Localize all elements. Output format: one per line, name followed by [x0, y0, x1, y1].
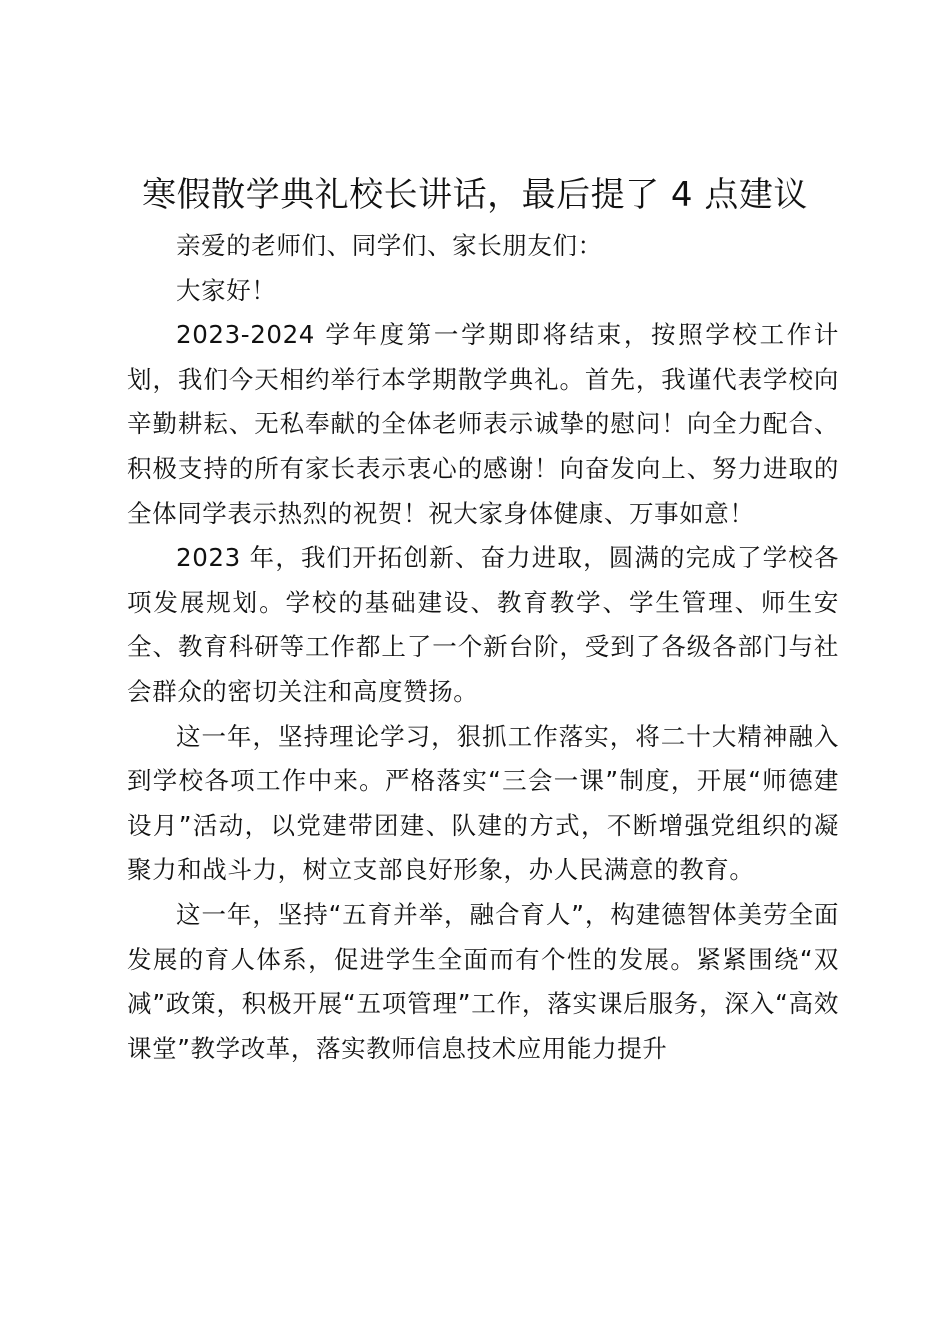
paragraph-review-2023: 2023 年，我们开拓创新、奋力进取，圆满的完成了学校各项发展规划。学校的基础建设、教育教学、学生管理、师生安全、教育科研等工作都上了一个新台阶，受到了各级各部门与社会群众的密切关注和高度赞扬。 — [127, 543, 839, 706]
paragraph-party-building: 这一年，坚持理论学习，狠抓工作落实，将二十大精神融入到学校各项工作中来。严格落实“三会一课”制度，开展“师德建设月”活动，以党建带团建、队建的方式，不断增强党组织的凝聚力和战斗力，树立支部良好形象，办人民满意的教育。 — [127, 721, 839, 885]
paragraph-education: 这一年，坚持“五育并举，融合育人”，构建德智体美劳全面发展的育人体系，促进学生全面而有个性的发展。紧紧围绕“双减”政策，积极开展“五项管理”工作，落实课后服务，深入“高效课堂”教学改革，落实教师信息技术应用能力提升 — [127, 899, 839, 1063]
document-body — [127, 224, 839, 1071]
paragraph-opening: 2023-2024 学年度第一学期即将结束，按照学校工作计划，我们今天相约举行本学期散学典礼。首先，我谨代表学校向辛勤耕耘、无私奉献的全体老师表示诚挚的慰问！向全力配合、积极支持的所有家长表示衷心的感谢！向奋发向上、努力进取的全体同学表示热烈的祝贺！祝大家身体健康、万事如意！ — [127, 320, 839, 528]
paragraph-salutation: 亲爱的老师们、同学们、家长朋友们： — [176, 231, 603, 260]
paragraph-greeting: 大家好！ — [176, 275, 277, 305]
document-title: 寒假散学典礼校长讲话，最后提了 4 点建议 — [142, 175, 808, 215]
